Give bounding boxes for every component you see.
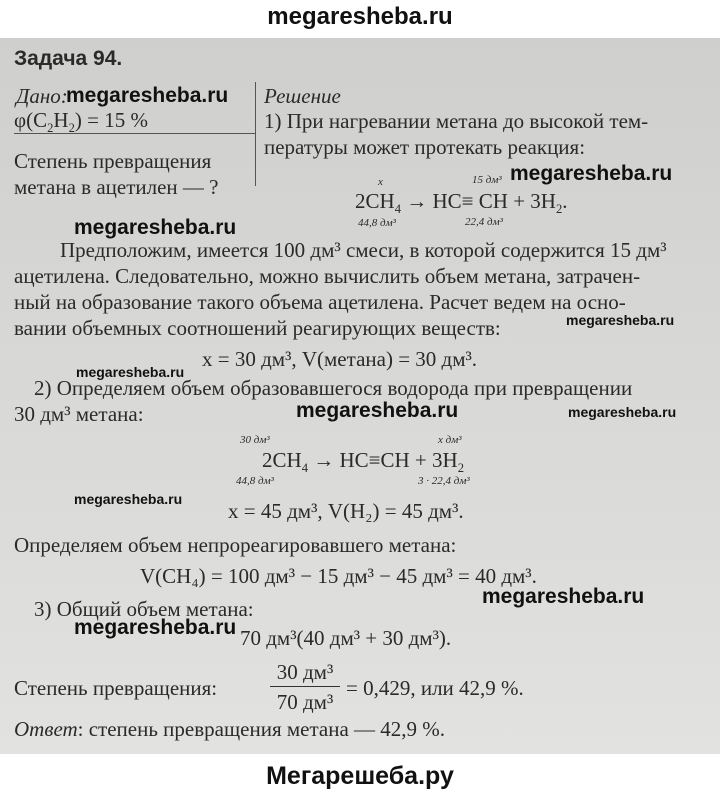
watermark-inline[interactable]: megaresheba.ru <box>74 491 183 507</box>
result2: x = 45 дм³, V(H₂) = 45 дм³. <box>228 499 464 523</box>
problem-title: Задача 94. <box>14 47 123 70</box>
watermark-inline[interactable]: megaresheba.ru <box>74 616 237 639</box>
step2-line-1: 2) Определяем объем образовавшегося водорода при превращении <box>34 376 633 400</box>
fraction-denominator: 70 дм³ <box>276 690 334 714</box>
step2-line-2: 30 дм³ метана: <box>14 402 144 426</box>
watermark-inline[interactable]: megaresheba.ru <box>296 399 459 422</box>
para1-line-2: ацетилена. Следовательно, можно вычислить объем метана, затрачен- <box>14 264 641 288</box>
unreacted-intro: Определяем объем непрореагировавшего метана: <box>14 533 457 557</box>
find-line-1: Степень превращения <box>14 149 212 173</box>
given-label: Дано: <box>16 84 68 108</box>
para1-line-3: ный на образование такого объема ацетилена. Расчет ведем на осно- <box>14 290 626 314</box>
reaction1-equation: $2CH_4 \to HC\equiv$ CH + $3H_2$. <box>355 189 568 217</box>
top-watermark-banner[interactable]: megaresheba.ru <box>0 0 720 38</box>
given-divider-vertical <box>255 82 256 186</box>
scanned-page <box>0 38 720 754</box>
fraction-numerator: 30 дм³ <box>276 660 334 684</box>
solution-label: Решение <box>264 84 341 108</box>
result1: x = 30 дм³, V(метана) = 30 дм³. <box>202 347 478 371</box>
reaction1-below-ch4: 44,8 дм³ <box>358 217 396 229</box>
para1-line-1: Предположим, имеется 100 дм³ смеси, в которой содержится 15 дм³ <box>60 238 667 262</box>
step1-line-2: пературы может протекать реакция: <box>264 135 586 159</box>
watermark-inline[interactable]: megaresheba.ru <box>76 364 185 380</box>
watermark-inline[interactable]: megaresheba.ru <box>568 404 677 420</box>
reaction2-below-h2: 3 · 22,4 дм³ <box>418 475 470 487</box>
degree-label: Степень превращения: <box>14 676 218 700</box>
reaction2-above-ch4: 30 дм³ <box>240 434 270 446</box>
given-phi: $\varphi(C_2H_2) = 15$ % <box>14 108 148 136</box>
bottom-watermark-banner[interactable]: Мегарешеба.ру <box>0 754 720 794</box>
find-line-2: метана в ацетилен — ? <box>14 175 219 199</box>
reaction2-below-ch4: 44,8 дм³ <box>236 475 274 487</box>
para1-line-4: вании объемных соотношений реагирующих веществ: <box>14 316 501 340</box>
watermark-inline[interactable]: megaresheba.ru <box>566 312 675 328</box>
reaction1-above-ch4: x <box>378 176 383 188</box>
reaction2-above-h2: x дм³ <box>438 434 462 446</box>
step1-line-1: 1) При нагревании метана до высокой тем- <box>264 109 649 133</box>
watermark-inline[interactable]: megaresheba.ru <box>510 162 673 185</box>
answer-line: Ответ: степень превращения метана — 42,9 %. <box>14 717 446 741</box>
unreacted-equation: V(CH₄) = 100 дм³ − 15 дм³ − 45 дм³ = 40 дм³. <box>140 564 537 588</box>
reaction2-equation: $2CH_4 \to HC\equiv CH + 3H_2$ <box>262 448 464 476</box>
step3-line-2: 70 дм³(40 дм³ + 30 дм³). <box>240 626 452 650</box>
watermark-inline[interactable]: megaresheba.ru <box>66 84 229 107</box>
step3-line-1: 3) Общий объем метана: <box>34 597 254 621</box>
reaction1-above-c2h2: 15 дм³ <box>472 174 502 186</box>
fraction-bar <box>270 686 340 687</box>
reaction1-below-c2h2: 22,4 дм³ <box>465 216 503 228</box>
watermark-inline[interactable]: megaresheba.ru <box>74 216 237 239</box>
degree-result: = 0,429, или 42,9 %. <box>346 676 524 700</box>
watermark-inline[interactable]: megaresheba.ru <box>482 585 645 608</box>
